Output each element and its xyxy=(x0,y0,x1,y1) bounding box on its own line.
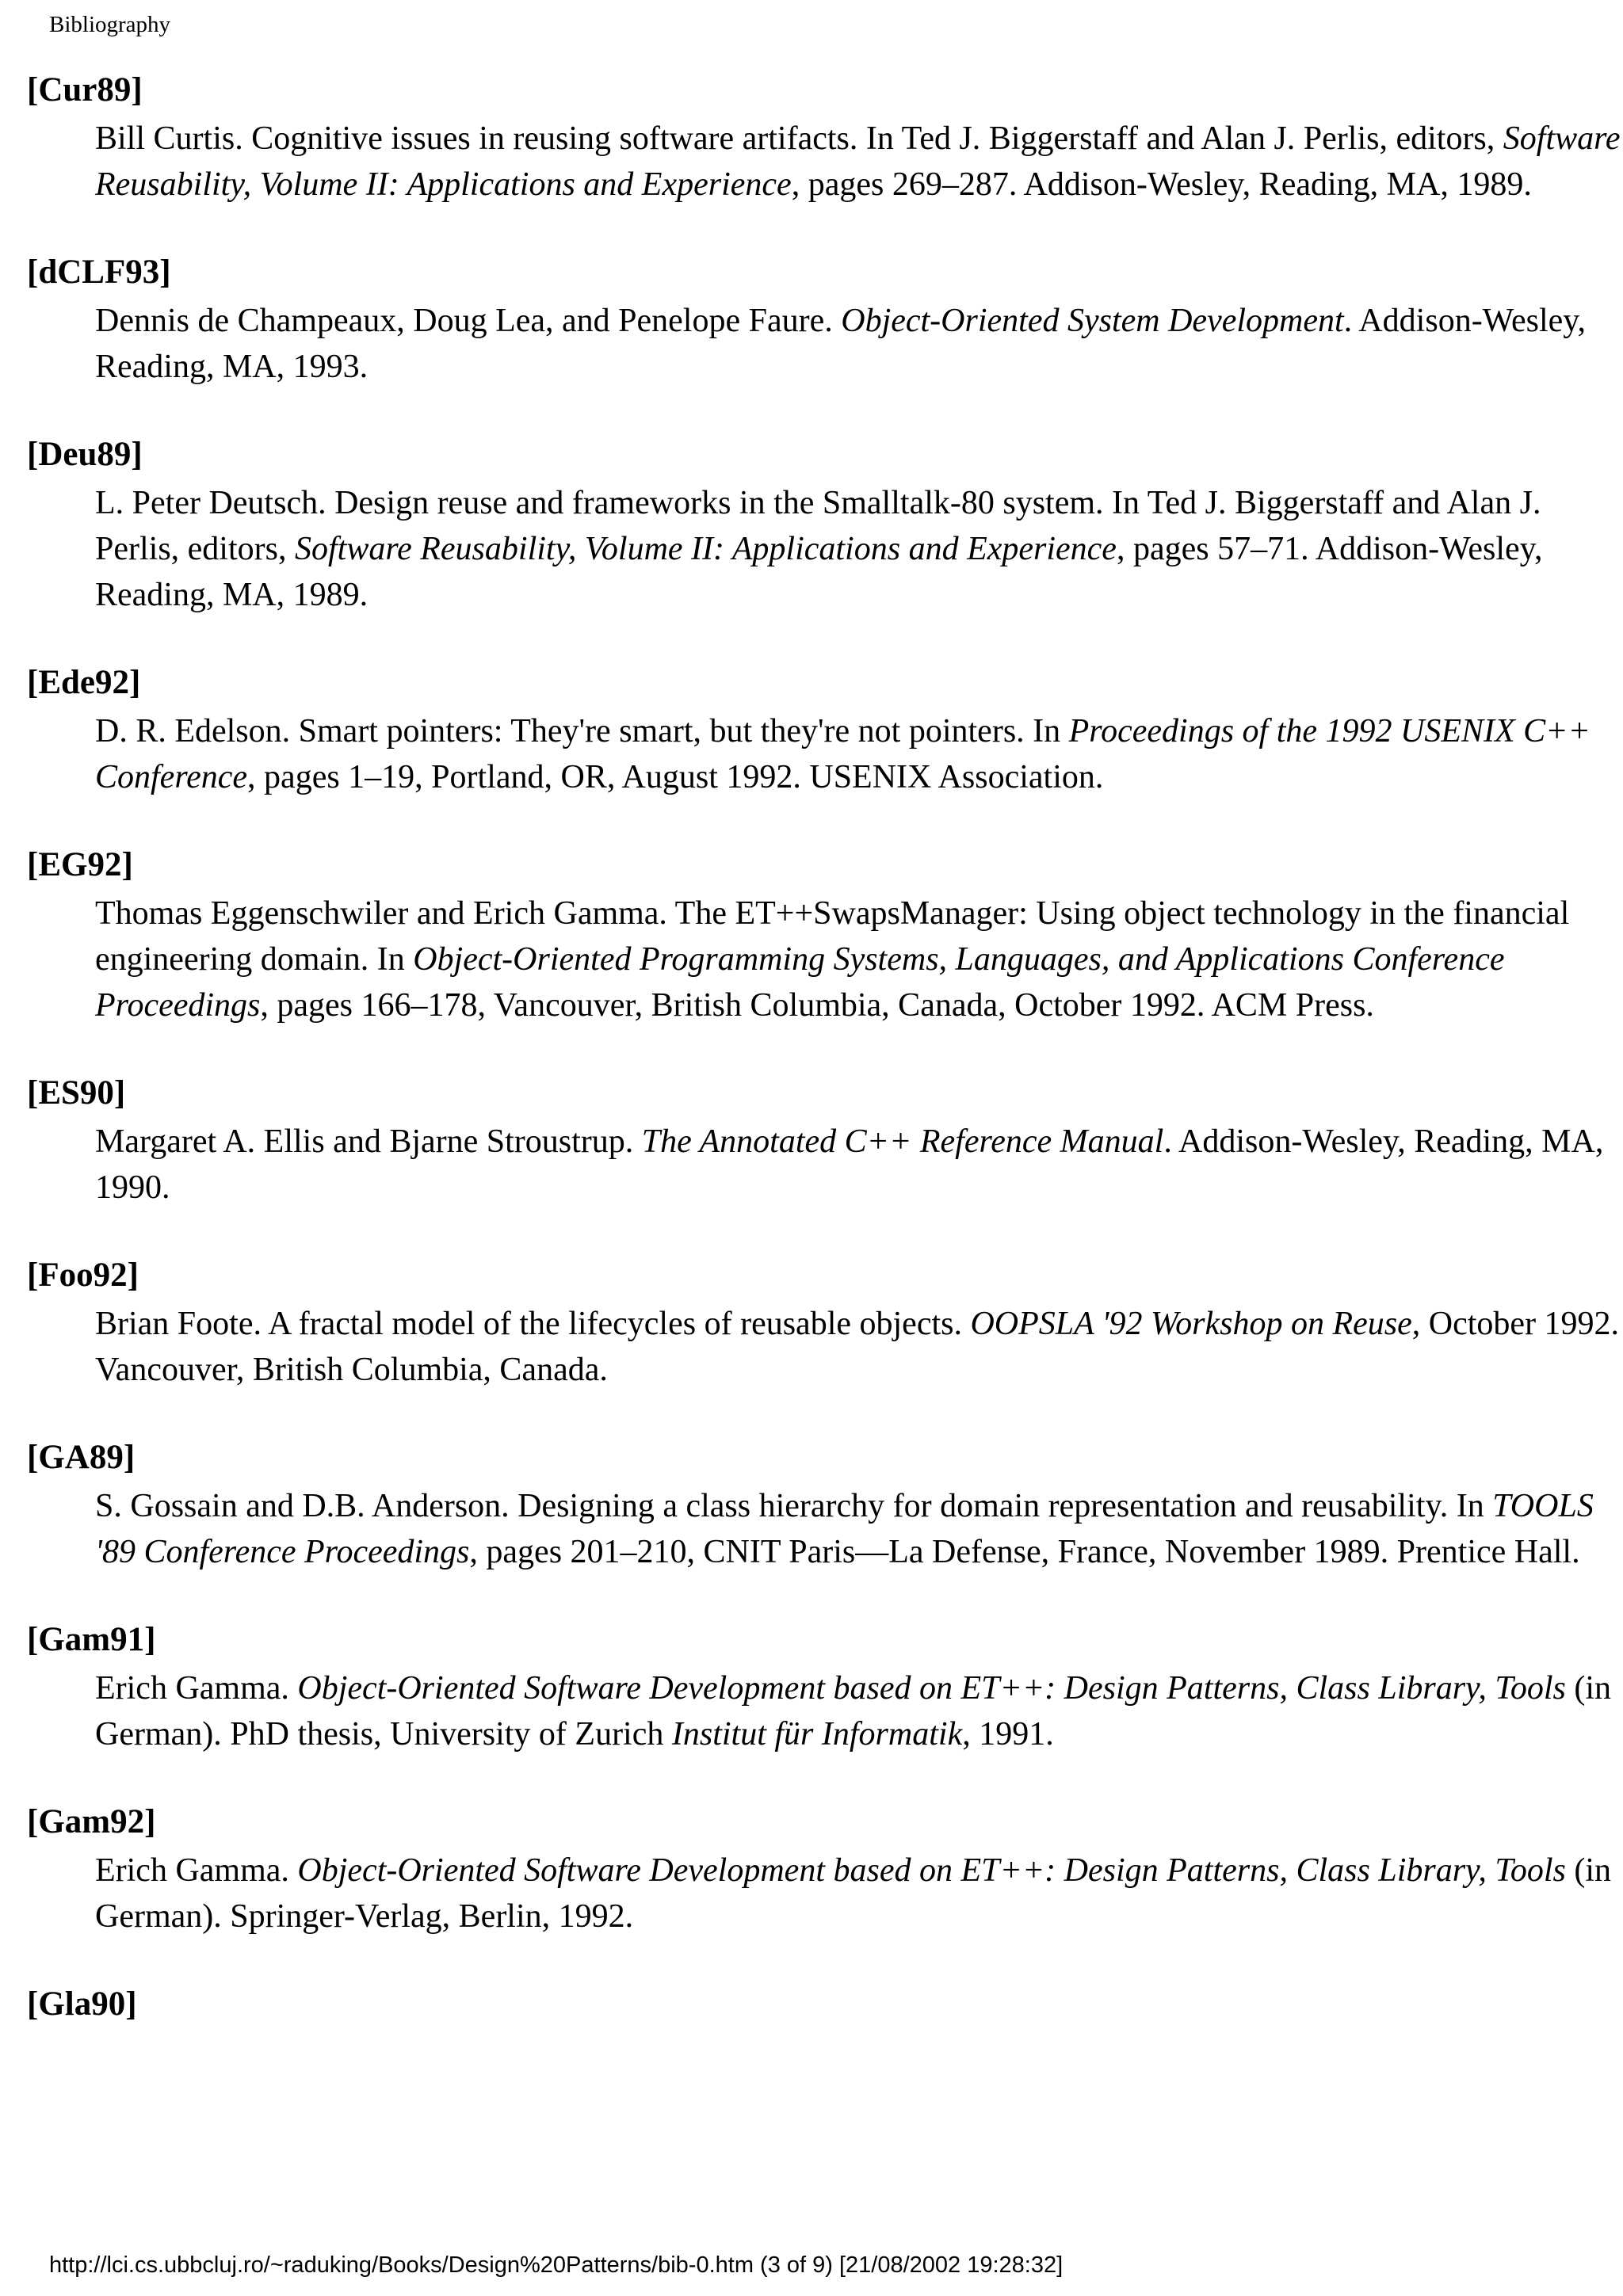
bib-key: [Ede92] xyxy=(27,664,141,701)
citation-text: , pages 269–287. Addison-Wesley, Reading, MA, 1989. xyxy=(791,166,1532,203)
citation-title: TOOLS '89 Conference Proceedings xyxy=(95,1488,1594,1570)
bib-key: [Cur89] xyxy=(27,71,143,109)
bib-entry xyxy=(27,1437,1604,1575)
citation-text: , pages 57–71. Addison-Wesley, Reading, MA, 1989. xyxy=(95,531,1543,613)
bib-entry xyxy=(27,434,1604,618)
citation-text: Margaret A. Ellis and Bjarne Stroustrup. xyxy=(95,1123,642,1160)
bib-entry xyxy=(27,845,1604,1028)
bib-citation xyxy=(95,116,1623,208)
citation-text: , pages 166–178, Vancouver, British Columbia, Canada, October 1992. ACM Press. xyxy=(260,987,1374,1024)
citation-text: , pages 1–19, Portland, OR, August 1992. USENIX Association. xyxy=(247,759,1104,795)
bib-citation xyxy=(95,1848,1623,1939)
bib-key: [GA89] xyxy=(27,1439,136,1476)
citation-text: L. Peter Deutsch. Design reuse and frameworks in the Smalltalk-80 system. In Ted J. Biggerstaff and Alan J. Perlis, editors, xyxy=(95,485,1541,567)
bib-citation xyxy=(95,1301,1623,1393)
citation-title: Institut für Informatik xyxy=(671,1716,963,1753)
bibliography-list xyxy=(27,70,1621,2025)
bib-citation xyxy=(95,1665,1623,1757)
citation-text: (in German). PhD thesis, University of Zurich xyxy=(95,1670,1612,1753)
bib-citation xyxy=(95,1119,1623,1211)
citation-text: . Addison-Wesley, Reading, MA, 1993. xyxy=(95,303,1587,385)
citation-title: The Annotated C++ Reference Manual xyxy=(641,1123,1164,1160)
citation-text: Bill Curtis. Cognitive issues in reusing software artifacts. In Ted J. Biggerstaff and Alan J. Perlis, editors, xyxy=(95,120,1503,157)
bib-citation xyxy=(95,1483,1623,1575)
citation-title: Object-Oriented System Development xyxy=(841,303,1344,339)
bib-entry xyxy=(27,1255,1620,1393)
bib-key: [dCLF93] xyxy=(27,254,171,291)
page-footer-url: http://lci.cs.ubbcluj.ro/~raduking/Books/Design%20Patterns/bib-0.htm (3 of 9) [21/08/2002 19:28:32] xyxy=(49,2252,1064,2278)
citation-text: (in German). Springer-Verlag, Berlin, 1992. xyxy=(95,1852,1612,1935)
bib-key: [Gam92] xyxy=(27,1803,156,1840)
citation-title: Software Reusability, Volume II: Applications and Experience xyxy=(95,120,1621,203)
bib-citation xyxy=(95,891,1623,1028)
bib-entry xyxy=(27,1073,1604,1211)
bib-citation xyxy=(95,708,1623,800)
bib-key: [EG92] xyxy=(27,846,133,883)
bib-key: [Gam91] xyxy=(27,1621,156,1658)
citation-title: Object-Oriented Software Development based on ET++: Design Patterns, Class Library, Tools xyxy=(297,1670,1566,1707)
citation-title: Software Reusability, Volume II: Applications and Experience xyxy=(294,531,1117,567)
bib-key: [Deu89] xyxy=(27,436,143,473)
bib-entry xyxy=(27,1802,1612,1939)
citation-text: , October 1992. Vancouver, British Columbia, Canada. xyxy=(95,1306,1620,1388)
citation-title: Proceedings of the 1992 USENIX C++ Conference xyxy=(95,713,1591,795)
citation-text: Dennis de Champeaux, Doug Lea, and Penelope Faure. xyxy=(95,303,842,339)
citation-title: Object-Oriented Software Development based on ET++: Design Patterns, Class Library, Tools xyxy=(297,1852,1566,1889)
citation-title: Object-Oriented Programming Systems, Languages, and Applications Conference Proceedings xyxy=(95,941,1505,1024)
citation-text: S. Gossain and D.B. Anderson. Designing a class hierarchy for domain representation and reusability. In xyxy=(95,1488,1493,1524)
citation-text: Erich Gamma. xyxy=(95,1670,298,1707)
bib-key: [Gla90] xyxy=(27,1985,137,2023)
citation-text: , 1991. xyxy=(962,1716,1054,1753)
citation-text: . Addison-Wesley, Reading, MA, 1990. xyxy=(95,1123,1604,1206)
citation-title: OOPSLA '92 Workshop on Reuse xyxy=(970,1306,1412,1342)
citation-text: , pages 201–210, CNIT Paris—La Defense, France, November 1989. Prentice Hall. xyxy=(469,1534,1580,1570)
citation-text: D. R. Edelson. Smart pointers: They're smart, but they're not pointers. In xyxy=(95,713,1069,749)
bib-key: [ES90] xyxy=(27,1074,126,1112)
bib-entry xyxy=(27,1619,1612,1757)
bib-entry xyxy=(27,1984,1604,2025)
bib-entry xyxy=(27,662,1604,800)
citation-text: Thomas Eggenschwiler and Erich Gamma. The ET++SwapsManager: Using object technology in the financial engineering domain. In xyxy=(95,895,1570,978)
bib-entry xyxy=(27,252,1604,390)
bib-citation xyxy=(95,480,1623,618)
bib-key: [Foo92] xyxy=(27,1257,139,1294)
bib-entry xyxy=(27,70,1621,208)
bib-citation xyxy=(95,298,1623,390)
citation-text: Brian Foote. A fractal model of the lifecycles of reusable objects. xyxy=(95,1306,971,1342)
page-header: Bibliography xyxy=(49,12,171,37)
citation-text: Erich Gamma. xyxy=(95,1852,298,1889)
